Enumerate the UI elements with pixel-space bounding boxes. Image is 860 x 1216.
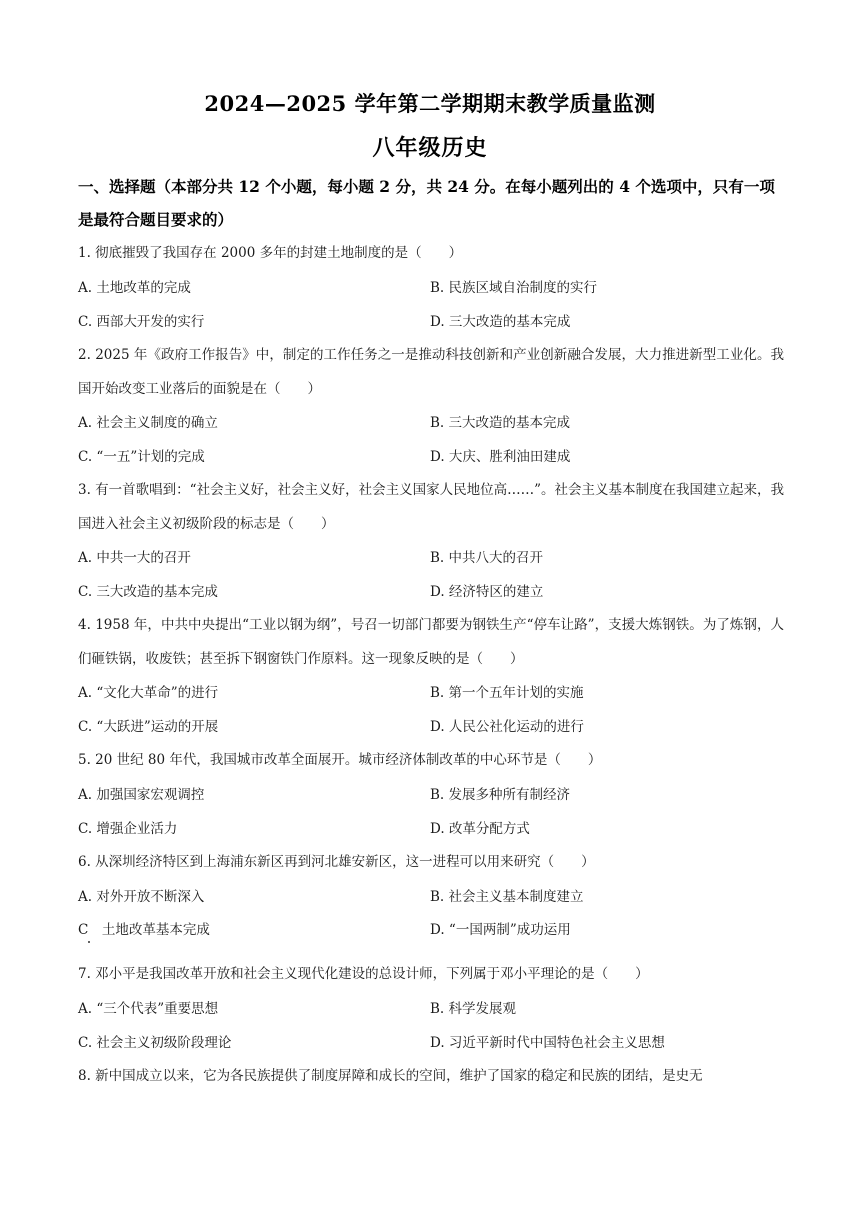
question-7-option-c[interactable]: C. 社会主义初级阶段理论	[78, 1035, 232, 1051]
question-7-option-b[interactable]: B. 科学发展观	[430, 1001, 517, 1017]
question-5-option-b[interactable]: B. 发展多种所有制经济	[430, 787, 571, 803]
question-2-option-a[interactable]: A. 社会主义制度的确立	[78, 415, 218, 431]
question-5-stem: 5. 20 世纪 80 年代，我国城市改革全面展开。城市经济体制改革的中心环节是（ ）	[78, 752, 602, 768]
question-4-option-d[interactable]: D. 人民公社化运动的进行	[430, 719, 584, 735]
question-6-option-a[interactable]: A. 对外开放不断深入	[78, 889, 205, 905]
question-6-option-c[interactable]: C 土地改革基本完成	[78, 922, 210, 938]
stray-dot-mark	[88, 941, 90, 943]
question-7-stem: 7. 邓小平是我国改革开放和社会主义现代化建设的总设计师，下列属于邓小平理论的是（ ）	[78, 966, 649, 982]
exam-subject: 八年级历史	[372, 135, 488, 161]
question-8-stem: 8. 新中国成立以来，它为各民族提供了制度屏障和成长的空间，维护了国家的稳定和民族的团结，是史无	[78, 1068, 703, 1084]
question-6-option-d[interactable]: D. “一国两制”成功运用	[430, 922, 571, 938]
section-heading: 一、选择题（本部分共 12 个小题，每小题 2 分，共 24 分。在每小题列出的 4 个选项中，只有一项是最符合题目要求的）	[78, 177, 775, 229]
question-2-option-c[interactable]: C. “一五”计划的完成	[78, 449, 205, 465]
question-1-stem: 1. 彻底摧毁了我国存在 2000 多年的封建土地制度的是（ ）	[78, 245, 463, 261]
question-5-option-a[interactable]: A. 加强国家宏观调控	[78, 787, 205, 803]
question-4-stem: 4. 1958 年，中共中央提出“工业以钢为纲”，号召一切部门都要为钢铁生产“停车让路”，支援大炼钢铁。为了炼钢，人们砸铁锅，收废铁；甚至拆下钢窗铁门作原料。这一现象反映的是（ ）	[78, 617, 784, 667]
question-4-option-c[interactable]: C. “大跃进”运动的开展	[78, 719, 219, 735]
question-1-option-d[interactable]: D. 三大改造的基本完成	[430, 314, 571, 330]
question-3-stem: 3. 有一首歌唱到：“社会主义好，社会主义好，社会主义国家人民地位高……”。社会主义基本制度在我国建立起来，我国进入社会主义初级阶段的标志是（ ）	[78, 482, 784, 532]
question-3-option-b[interactable]: B. 中共八大的召开	[430, 550, 544, 566]
question-3-option-d[interactable]: D. 经济特区的建立	[430, 584, 544, 600]
question-6-option-b[interactable]: B. 社会主义基本制度建立	[430, 889, 584, 905]
question-1-option-a[interactable]: A. 土地改革的完成	[78, 280, 191, 296]
question-4-option-b[interactable]: B. 第一个五年计划的实施	[430, 685, 584, 701]
question-2-stem: 2. 2025 年《政府工作报告》中，制定的工作任务之一是推动科技创新和产业创新融合发展，大力推进新型工业化。我国开始改变工业落后的面貌是在（ ）	[78, 347, 784, 397]
question-5-option-d[interactable]: D. 改革分配方式	[430, 821, 530, 837]
exam-title: 2024—2025 学年第二学期期末教学质量监测	[204, 91, 656, 116]
question-1-option-c[interactable]: C. 西部大开发的实行	[78, 314, 205, 330]
question-4-option-a[interactable]: A. “文化大革命”的进行	[78, 685, 219, 701]
question-7-option-d[interactable]: D. 习近平新时代中国特色社会主义思想	[430, 1035, 665, 1051]
question-5-option-c[interactable]: C. 增强企业活力	[78, 821, 178, 837]
question-3-option-c[interactable]: C. 三大改造的基本完成	[78, 584, 218, 600]
question-6-stem: 6. 从深圳经济特区到上海浦东新区再到河北雄安新区，这一进程可以用来研究（ ）	[78, 854, 595, 870]
question-3-option-a[interactable]: A. 中共一大的召开	[78, 550, 191, 566]
question-7-option-a[interactable]: A. “三个代表”重要思想	[78, 1001, 219, 1017]
question-1-option-b[interactable]: B. 民族区域自治制度的实行	[430, 280, 598, 296]
question-2-option-d[interactable]: D. 大庆、胜利油田建成	[430, 449, 571, 465]
question-2-option-b[interactable]: B. 三大改造的基本完成	[430, 415, 571, 431]
